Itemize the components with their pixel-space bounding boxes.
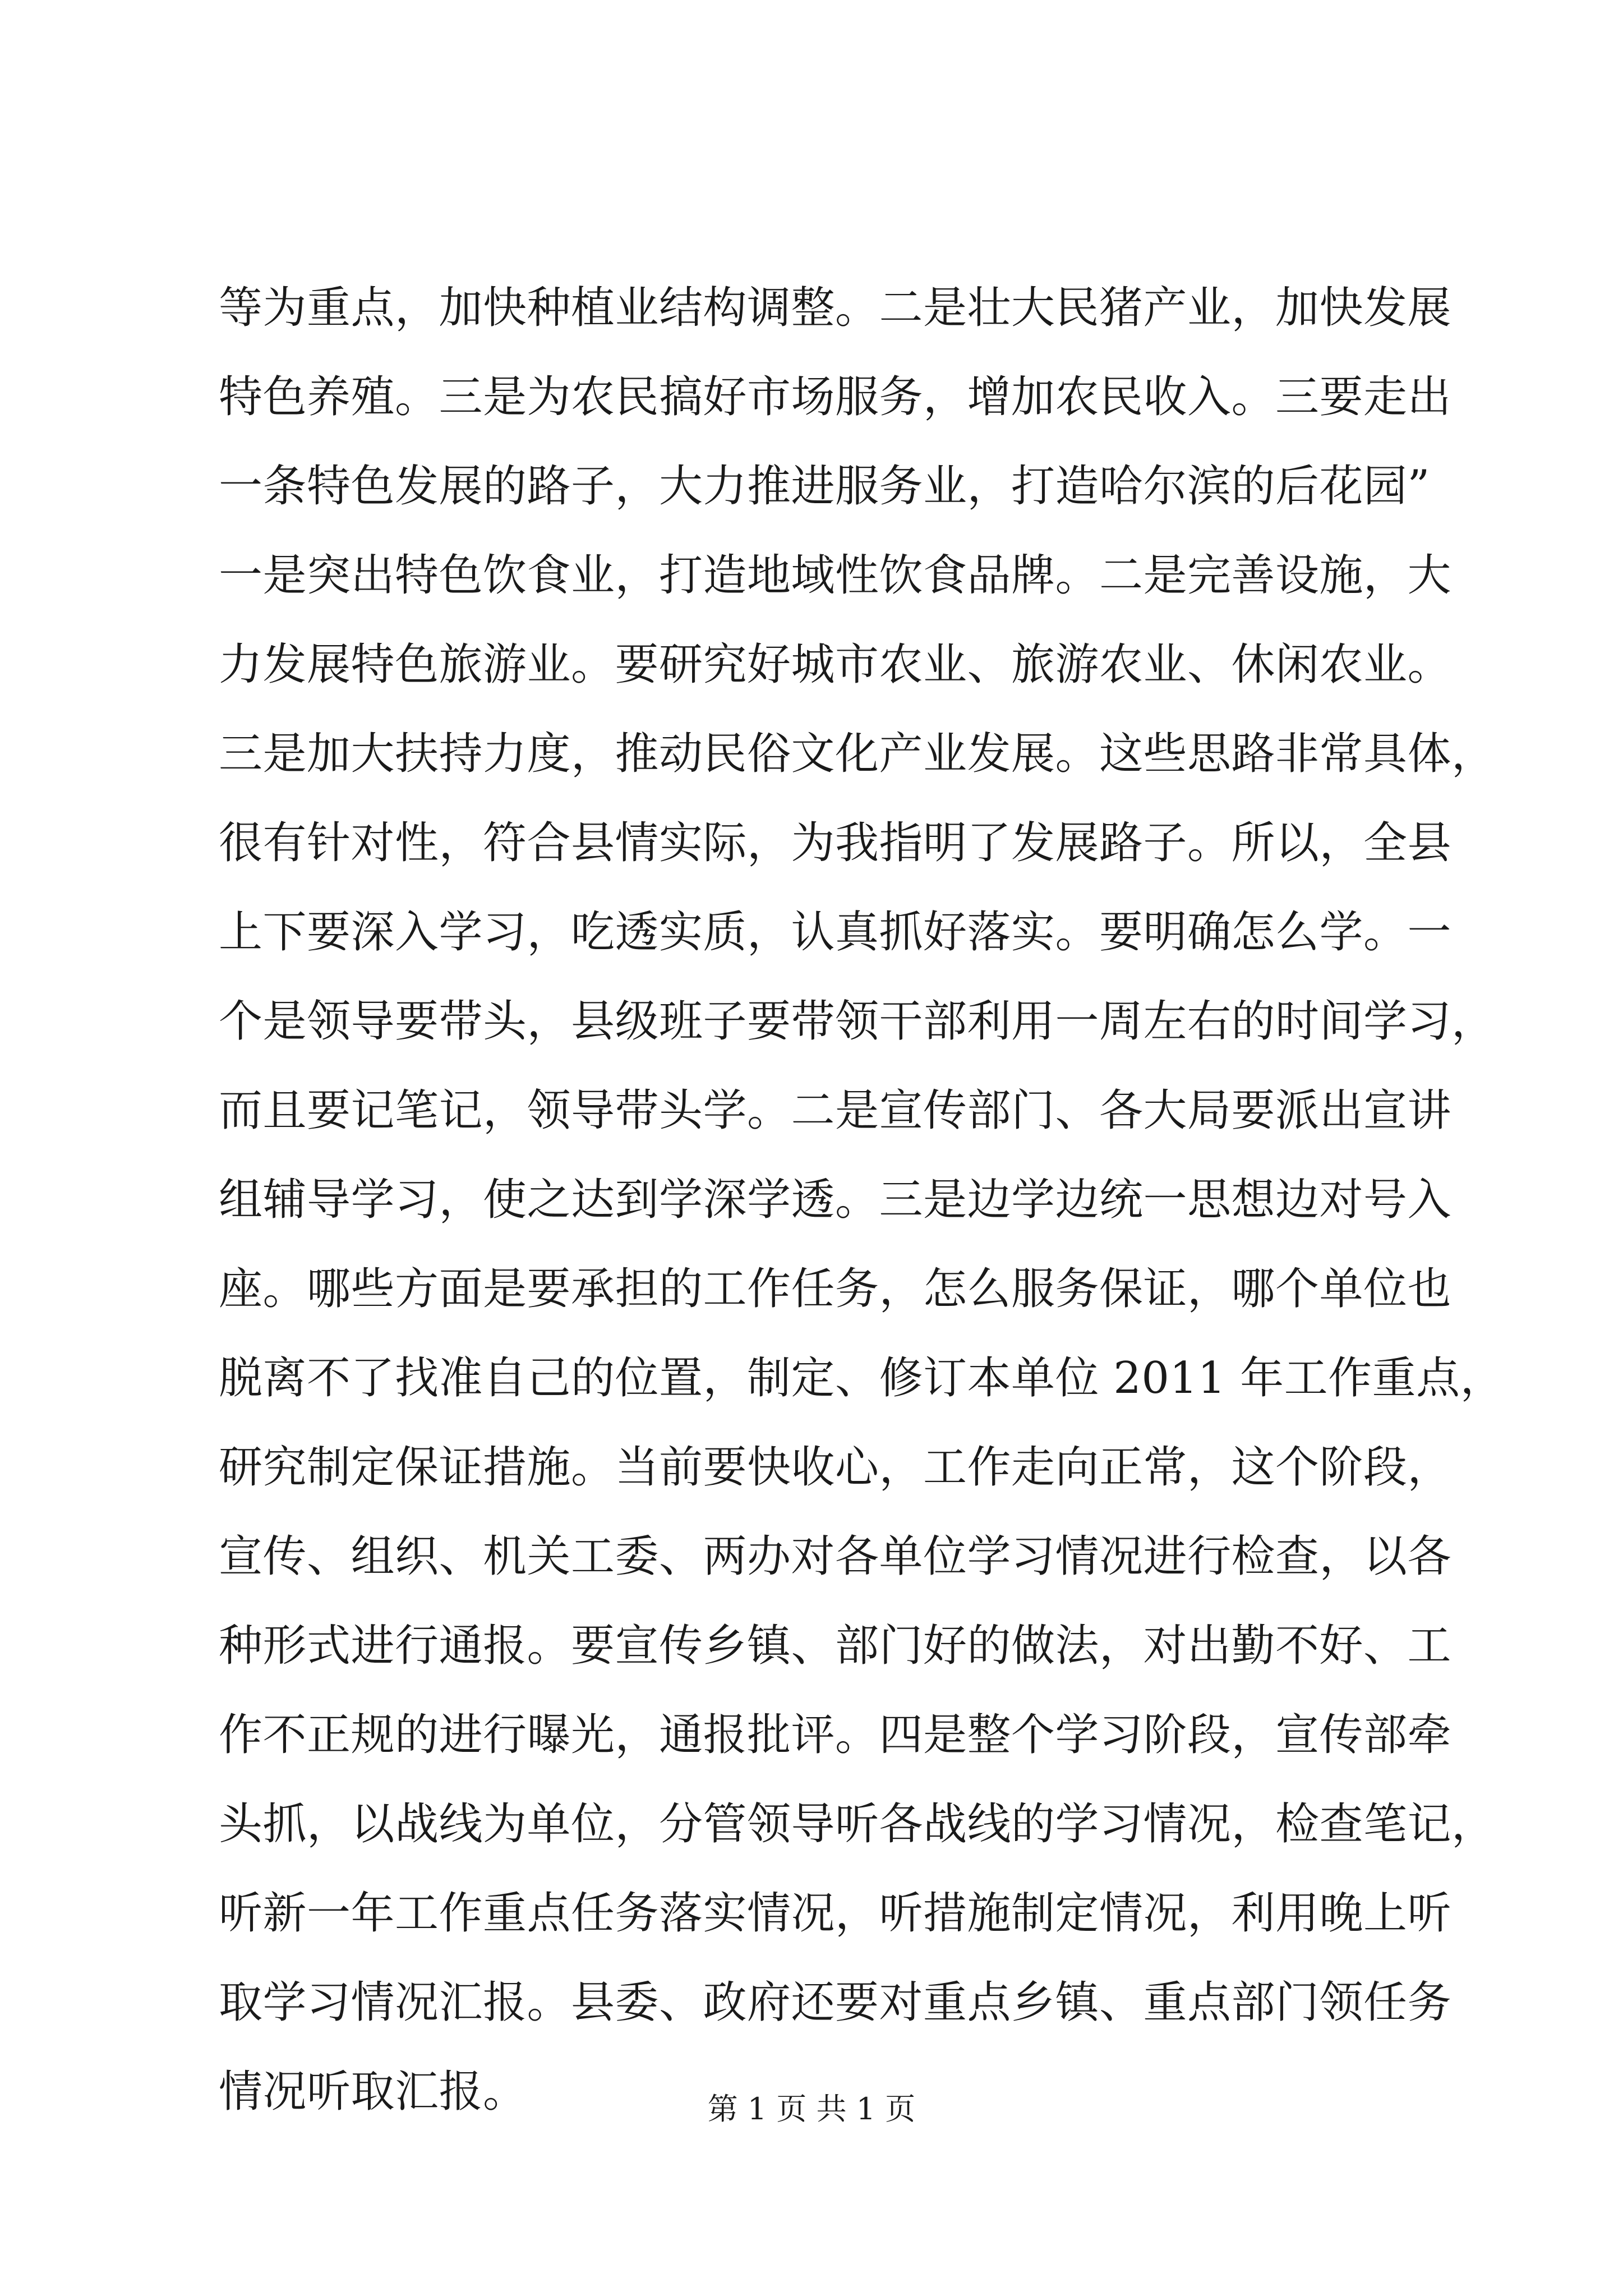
text-line: 一条特色发展的路子，大力推进服务业，打造哈尔滨的后花园”	[219, 461, 1430, 512]
text-line: 座。哪些方面是要承担的工作任务，怎么服务保证，哪个单位也	[219, 1264, 1452, 1314]
text-line: 研究制定保证措施。当前要快收心，工作走向正常，这个阶段，	[219, 1442, 1452, 1493]
text-line: 个是领导要带头，县级班子要带领干部利用一周左右的时间学习，	[219, 996, 1496, 1047]
text-line: 取学习情况汇报。县委、政府还要对重点乡镇、重点部门领任务	[219, 1977, 1452, 2028]
text-line: 而且要记笔记，领导带头学。二是宣传部门、各大局要派出宣讲	[219, 1085, 1452, 1136]
text-line: 脱离不了找准自己的位置，制定、修订本单位 2011 年工作重点，	[219, 1353, 1505, 1404]
text-line: 组辅导学习，使之达到学深学透。三是边学边统一思想边对号入	[219, 1175, 1452, 1225]
text-line: 力发展特色旅游业。要研究好城市农业、旅游农业、休闲农业。	[219, 639, 1452, 690]
text-line: 三是加大扶持力度，推动民俗文化产业发展。这些思路非常具体，	[219, 729, 1496, 779]
page-footer	[0, 2087, 1623, 2132]
text-line: 宣传、组织、机关工委、两办对各单位学习情况进行检查，以各	[219, 1531, 1452, 1582]
text-line: 等为重点，加快种植业结构调整。二是壮大民猪产业，加快发展	[219, 283, 1452, 333]
text-line: 上下要深入学习，吃透实质，认真抓好落实。要明确怎么学。一	[219, 907, 1452, 958]
text-line: 情况听取汇报。	[219, 2067, 527, 2117]
body-text	[219, 264, 1505, 2137]
text-line: 特色养殖。三是为农民搞好市场服务，增加农民收入。三要走出	[219, 372, 1452, 422]
text-line: 种形式进行通报。要宣传乡镇、部门好的做法，对出勤不好、工	[219, 1621, 1452, 1671]
text-line: 作不正规的进行曝光，通报批评。四是整个学习阶段，宣传部牵	[219, 1710, 1452, 1760]
text-line: 听新一年工作重点任务落实情况，听措施制定情况，利用晚上听	[219, 1888, 1452, 1939]
text-line: 很有针对性，符合县情实际，为我指明了发展路子。所以，全县	[219, 818, 1452, 868]
text-line: 一是突出特色饮食业，打造地域性饮食品牌。二是完善设施，大	[219, 550, 1452, 601]
text-line: 头抓，以战线为单位，分管领导听各战线的学习情况，检查笔记，	[219, 1799, 1496, 1849]
page-number: 第 1 页 共 1 页	[707, 2091, 916, 2127]
